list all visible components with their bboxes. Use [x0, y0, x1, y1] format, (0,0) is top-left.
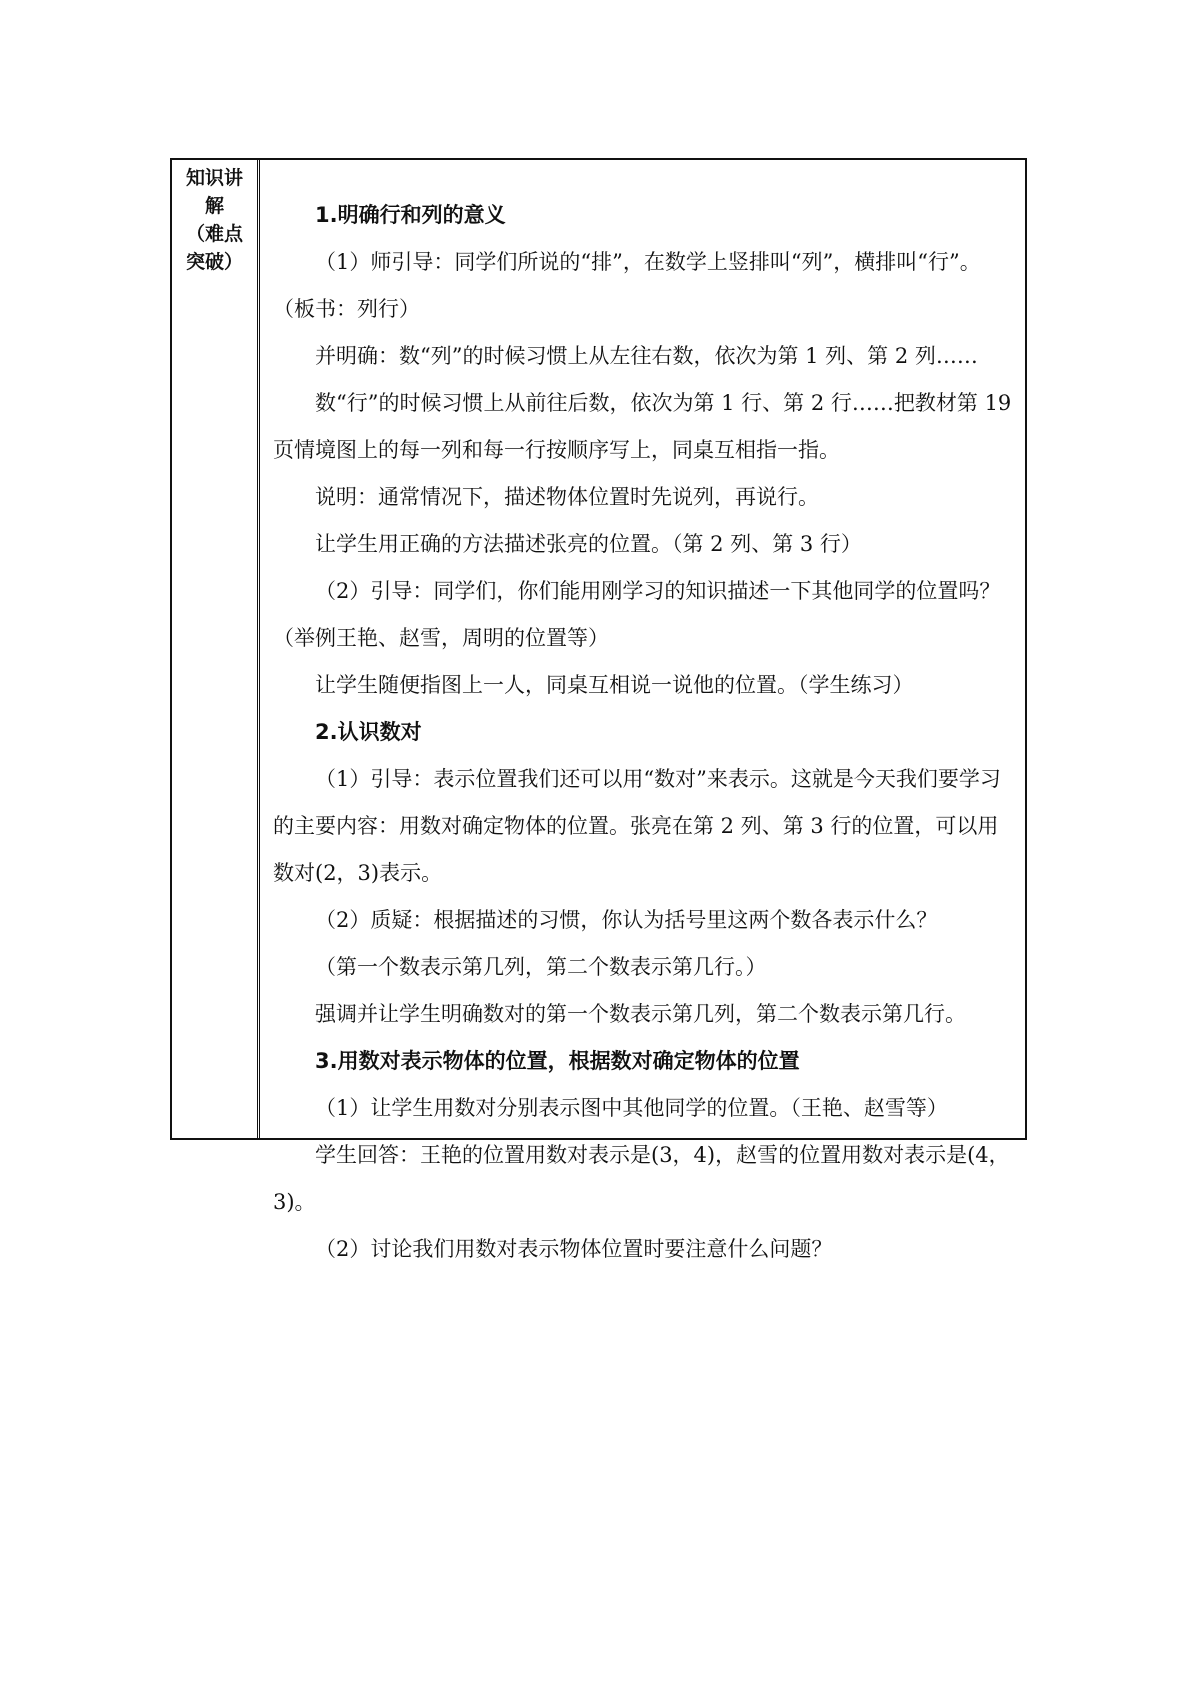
body-paragraph: （2）讨论我们用数对表示物体位置时要注意什么问题？: [315, 1237, 833, 1261]
body-paragraph: （1）引导：表示位置我们还可以用“数对”来表示。这就是今天我们要学习的主要内容：用数对确定物体的位置。张亮在第 2 列、第 3 行的位置，可以用数对(2，3)表示。: [273, 767, 1001, 885]
body-paragraph: （2）质疑：根据描述的习惯，你认为括号里这两个数各表示什么？: [315, 908, 938, 932]
body-paragraph: 强调并让学生明确数对的第一个数表示第几列，第二个数表示第几行。: [315, 1002, 966, 1026]
body-paragraph: （1）师引导：同学们所说的“排”，在数学上竖排叫“列”，横排叫“行”。 （板书：列行）: [273, 250, 981, 321]
section-heading: 2.认识数对: [315, 720, 422, 744]
lesson-content-cell: [260, 160, 1025, 1261]
body-paragraph: 让学生随便指图上一人，同桌互相说一说他的位置。（学生练习）: [315, 673, 914, 697]
body-paragraph: （2）引导：同学们，你们能用刚学习的知识描述一下其他同学的位置吗？（举例王艳、赵雪，周明的位置等）: [273, 579, 1001, 650]
section-heading: 3.用数对表示物体的位置，根据数对确定物体的位置: [315, 1049, 800, 1073]
section-label-line: 突破）: [185, 251, 243, 273]
body-paragraph: 让学生用正确的方法描述张亮的位置。（第 2 列、第 3 行）: [315, 532, 862, 556]
section-heading: 1.明确行和列的意义: [315, 203, 506, 227]
section-label-line: 知识讲: [185, 167, 243, 189]
body-paragraph: 说明：通常情况下，描述物体位置时先说列，再说行。: [315, 485, 819, 509]
lesson-table: [170, 158, 1027, 1261]
section-label-line: 解: [204, 195, 224, 217]
body-paragraph: （第一个数表示第几列，第二个数表示第几行。）: [315, 955, 767, 979]
section-label-cell: [172, 160, 260, 1138]
body-paragraph: 学生回答：王艳的位置用数对表示是(3，4)，赵雪的位置用数对表示是(4，3)。: [273, 1143, 1010, 1214]
body-paragraph: （1）让学生用数对分别表示图中其他同学的位置。（王艳、赵雪等）: [315, 1096, 948, 1120]
section-label-line: （难点: [185, 223, 243, 245]
body-paragraph: 并明确：数“列”的时候习惯上从左往右数，依次为第 1 列、第 2 列……: [315, 344, 978, 368]
body-paragraph: 数“行”的时候习惯上从前往后数，依次为第 1 行、第 2 行……把教材第 19 页情境图上的每一列和每一行按顺序写上，同桌互相指一指。: [273, 391, 1012, 462]
